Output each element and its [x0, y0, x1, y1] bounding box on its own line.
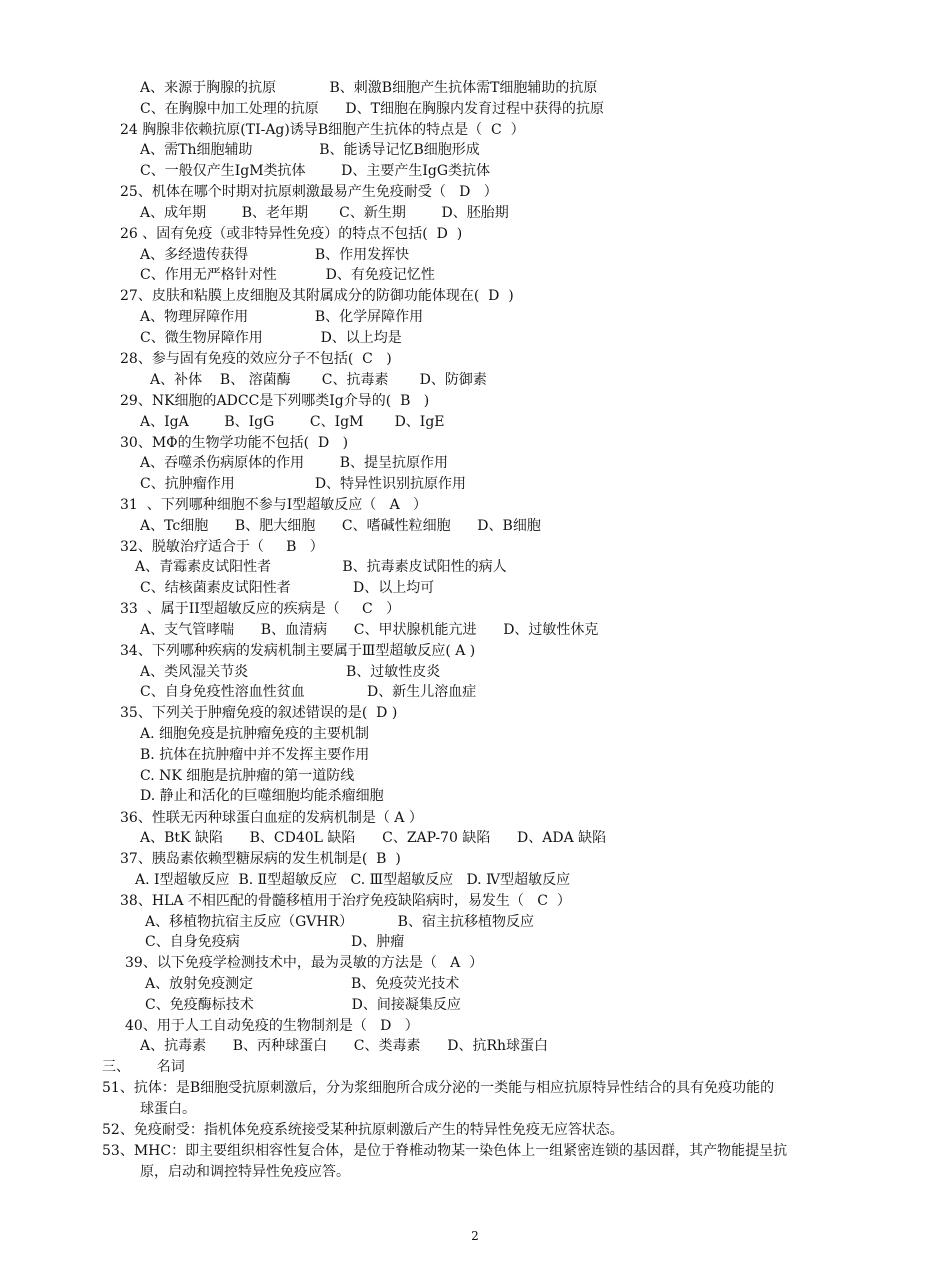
- text-line: C、免疫酶标技术 D、间接凝集反应: [145, 997, 461, 1013]
- text-line: 37、胰岛素依赖型糖尿病的发生机制是( B ): [120, 851, 401, 867]
- text-line: 40、用于人工自动免疫的生物制剂是（ D ）: [125, 1018, 419, 1034]
- text-line: A、IgA B、IgG C、IgM D、IgE: [140, 414, 445, 430]
- text-line: 24 胸腺非依赖抗原(TI-Ag)诱导B细胞产生抗体的特点是（ C ）: [120, 122, 525, 138]
- text-line: C、自身免疫病 D、肿瘤: [145, 934, 405, 950]
- text-line: A、类风湿关节炎 B、过敏性皮炎: [140, 664, 441, 680]
- text-line: D. 静止和活化的巨噬细胞均能杀瘤细胞: [140, 788, 384, 804]
- text-line: A. 细胞免疫是抗肿瘤免疫的主要机制: [140, 726, 370, 742]
- text-line: A、来源于胸腺的抗原 B、刺激B细胞产生抗体需T细胞辅助的抗原: [140, 80, 598, 96]
- text-line: 29、NK细胞的ADCC是下列哪类Ig介导的( B ): [120, 393, 430, 409]
- text-line: 26 、固有免疫（或非特异性免疫）的特点不包括( D ): [120, 226, 463, 242]
- text-line: A、放射免疫测定 B、免疫荧光技术: [145, 976, 460, 992]
- text-line: 38、HLA 不相匹配的骨髓移植用于治疗免疫缺陷病时，易发生（ C ）: [120, 893, 571, 909]
- text-line: A、青霉素皮试阳性者 B、抗毒素皮试阳性的病人: [135, 559, 507, 575]
- text-line: 28、参与固有免疫的效应分子不包括( C ): [120, 351, 392, 367]
- text-line: C、微生物屏障作用 D、以上均是: [140, 330, 402, 346]
- text-line: 30、MΦ的生物学功能不包括( D ): [120, 435, 349, 451]
- text-line: 52、免疫耐受：指机体免疫系统接受某种抗原刺激后产生的特异性免疫无应答状态。: [102, 1122, 624, 1138]
- text-line: 34、下列哪种疾病的发病机制主要属于Ⅲ型超敏反应( A ): [120, 643, 476, 659]
- text-line: A、Tc细胞 B、肥大细胞 C、嗜碱性粒细胞 D、B细胞: [140, 518, 541, 534]
- text-line: B. 抗体在抗肿瘤中并不发挥主要作用: [140, 747, 370, 763]
- text-line: C、抗肿瘤作用 D、特异性识别抗原作用: [140, 476, 467, 492]
- text-line: 51、抗体：是B细胞受抗原刺激后，分为浆细胞所合成分泌的一类能与相应抗原特异性结合的具有免疫功能的: [102, 1080, 775, 1096]
- text-line: A、物理屏障作用 B、化学屏障作用: [140, 309, 424, 325]
- text-line: 39、以下免疫学检测技术中，最为灵敏的方法是（ A ）: [125, 955, 484, 971]
- text-line: C、结核菌素皮试阳性者 D、以上均可: [140, 580, 435, 596]
- text-line: 31 、下列哪种细胞不参与I型超敏反应（ A ）: [120, 497, 428, 513]
- text-line: A、多经遗传获得 B、作用发挥快: [140, 247, 410, 263]
- text-line: C、一般仅产生IgM类抗体 D、主要产生IgG类抗体: [140, 163, 491, 179]
- text-line: 27、皮肤和粘膜上皮细胞及其附属成分的防御功能体现在( D ): [120, 288, 514, 304]
- text-line: C、作用无严格针对性 D、有免疫记忆性: [140, 267, 435, 283]
- text-line: 36、性联无丙种球蛋白血症的发病机制是（ A ）: [120, 810, 423, 826]
- text-line: A、需Th细胞辅助 B、能诱导记忆B细胞形成: [140, 142, 480, 158]
- text-line: 原，启动和调控特异性免疫应答。: [140, 1164, 350, 1180]
- text-line: A. Ⅰ型超敏反应 B. Ⅱ型超敏反应 C. Ⅲ型超敏反应 D. Ⅳ型超敏反应: [135, 872, 571, 888]
- text-line: 35、下列关于肿瘤免疫的叙述错误的是( D ): [120, 705, 398, 721]
- text-line: 三、 名词: [102, 1059, 185, 1075]
- text-line: C、自身免疫性溶血性贫血 D、新生儿溶血症: [140, 684, 477, 700]
- text-line: 球蛋白。: [140, 1101, 196, 1117]
- text-line: A、支气管哮喘 B、血清病 C、甲状腺机能亢进 D、过敏性休克: [140, 622, 599, 638]
- text-line: C、在胸腺中加工处理的抗原 D、T细胞在胸腺内发育过程中获得的抗原: [140, 101, 604, 117]
- text-line: 33 、属于II型超敏反应的疾病是（ C ）: [120, 601, 401, 617]
- text-line: A、移植物抗宿主反应（GVHR） B、宿主抗移植物反应: [145, 914, 534, 930]
- page-number: 2: [471, 1229, 479, 1243]
- text-line: 32、脱敏治疗适合于（ B ）: [120, 539, 324, 555]
- text-line: A、补体 B、 溶菌酶 C、抗毒素 D、防御素: [150, 372, 487, 388]
- text-line: C. NK 细胞是抗肿瘤的第一道防线: [140, 768, 355, 784]
- text-line: A、抗毒素 B、丙种球蛋白 C、类毒素 D、抗Rh球蛋白: [140, 1038, 548, 1054]
- text-line: A、吞噬杀伤病原体的作用 B、提呈抗原作用: [140, 455, 448, 471]
- text-line: A、成年期 B、老年期 C、新生期 D、胚胎期: [140, 205, 509, 221]
- text-line: 25、机体在哪个时期对抗原刺激最易产生免疫耐受（ D ）: [120, 184, 498, 200]
- text-line: A、BtK 缺陷 B、CD40L 缺陷 C、ZAP-70 缺陷 D、ADA 缺陷: [140, 830, 607, 846]
- text-line: 53、MHC：即主要组织相容性复合体，是位于脊椎动物某一染色体上一组紧密连锁的基因群，其产物能提呈抗: [102, 1143, 788, 1159]
